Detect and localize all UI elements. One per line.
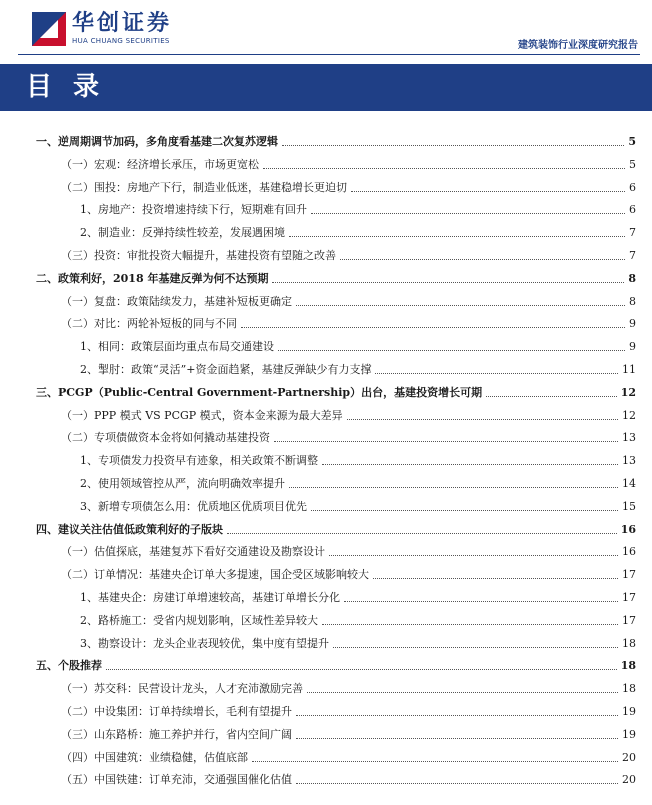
- toc-entry-title: 四、建议关注估值低政策利好的子版块: [36, 522, 223, 536]
- toc-entry-title: 三、PCGP（Public-Central Government-Partnership）出台，基建投资增长可期: [36, 385, 483, 399]
- title-banner: [0, 64, 652, 111]
- toc-entry[interactable]: [80, 496, 636, 514]
- toc-entry[interactable]: [80, 359, 636, 377]
- toc-entry[interactable]: [61, 678, 636, 696]
- toc-page-number: 7: [629, 249, 636, 262]
- toc-page-number: 20: [622, 773, 636, 787]
- toc-entry-title: （四）中国建筑：业绩稳健，估值底部: [61, 750, 248, 764]
- toc-page-number: 15: [622, 499, 636, 513]
- toc-page-number: 14: [622, 477, 636, 490]
- toc-leader-dots: [311, 510, 618, 511]
- toc-entry-title: （五）中国铁建：订单充沛，交通强国催化估值: [61, 773, 292, 787]
- toc-leader-dots: [106, 669, 617, 670]
- toc-leader-dots: [373, 578, 618, 579]
- toc-entry[interactable]: [61, 405, 636, 423]
- toc-page-number: 6: [629, 180, 636, 194]
- toc-page-number: 17: [622, 613, 636, 627]
- toc-leader-dots: [282, 145, 624, 146]
- toc-leader-dots: [340, 259, 625, 260]
- toc-entry[interactable]: [80, 633, 636, 651]
- toc-leader-dots: [351, 191, 625, 192]
- page-title: 目 录: [26, 72, 106, 102]
- toc-page-number: 12: [622, 408, 636, 422]
- toc-page-number: 17: [622, 568, 636, 582]
- toc-entry[interactable]: [61, 747, 636, 765]
- toc-page-number: 9: [629, 317, 636, 331]
- toc-leader-dots: [333, 647, 618, 648]
- toc-entry-title: 1、基建央企：房建订单增速较高，基建订单增长分化: [80, 591, 340, 604]
- toc-leader-dots: [322, 464, 618, 465]
- logo-chinese-name: 华创证券: [72, 11, 173, 36]
- toc-entry[interactable]: [61, 769, 636, 787]
- toc-page-number: 9: [629, 340, 636, 354]
- toc-page-number: 18: [620, 659, 636, 673]
- huachuang-logo-icon: [32, 12, 66, 46]
- page-header: [0, 0, 652, 56]
- toc-page-number: 13: [622, 431, 636, 445]
- toc-leader-dots: [486, 396, 617, 397]
- toc-entry-title: 1、相同：政策层面均重点布局交通建设: [80, 340, 274, 354]
- toc-entry[interactable]: [61, 154, 636, 172]
- toc-entry-title: （二）对比：两轮补短板的同与不同: [61, 317, 237, 331]
- toc-entry[interactable]: [80, 336, 636, 354]
- toc-entry-title: （三）投资：审批投资大幅提升，基建投资有望随之改善: [61, 249, 336, 262]
- toc-leader-dots: [263, 168, 625, 169]
- toc-entry[interactable]: [61, 701, 636, 719]
- report-type-label: 建筑装饰行业深度研究报告: [518, 40, 638, 51]
- toc-leader-dots: [278, 350, 625, 351]
- toc-leader-dots: [347, 419, 618, 420]
- toc-entry-title: （三）山东路桥：施工养护并行，省内空间广阔: [61, 727, 292, 741]
- toc-leader-dots: [227, 533, 617, 534]
- toc-entry-title: （二）订单情况：基建央企订单大多提速，国企受区域影响较大: [61, 568, 369, 582]
- toc-page-number: 11: [622, 363, 636, 376]
- toc-entry-title: 2、掣肘：政策“灵活”+资金面趋紧，基建反弹缺少有力支撑: [80, 363, 372, 376]
- toc-entry[interactable]: [80, 587, 636, 605]
- toc-entry[interactable]: [80, 473, 636, 491]
- toc-entry-title: 一、逆周期调节加码，多角度看基建二次复苏逻辑: [36, 135, 278, 148]
- toc-entry-title: （一）宏观：经济增长承压，市场更宽松: [61, 157, 259, 171]
- toc-entry-title: 1、专项债发力投资早有迹象，相关政策不断调整: [80, 454, 318, 468]
- toc-entry[interactable]: [36, 519, 636, 537]
- toc-entry-title: 2、路桥施工：受省内规划影响，区域性差异较大: [80, 613, 318, 627]
- toc-leader-dots: [307, 692, 618, 693]
- toc-leader-dots: [311, 213, 625, 214]
- toc-page-number: 18: [622, 682, 636, 696]
- toc-entry[interactable]: [61, 177, 636, 195]
- toc-leader-dots: [296, 305, 625, 306]
- toc-leader-dots: [289, 236, 625, 237]
- toc-entry-title: （一）复盘：政策陆续发力，基建补短板更确定: [61, 294, 292, 308]
- toc-leader-dots: [344, 601, 618, 602]
- toc-entry[interactable]: [61, 427, 636, 445]
- toc-page-number: 5: [629, 157, 636, 171]
- toc-page-number: 12: [620, 385, 636, 399]
- toc-entry[interactable]: [61, 313, 636, 331]
- toc-leader-dots: [252, 761, 618, 762]
- toc-page-number: 19: [622, 705, 636, 718]
- toc-page-number: 13: [622, 454, 636, 468]
- toc-leader-dots: [296, 783, 618, 784]
- toc-page-number: 7: [629, 226, 636, 240]
- toc-page-number: 5: [628, 135, 636, 148]
- toc-entry[interactable]: [61, 245, 636, 263]
- toc-page-number: 6: [629, 203, 636, 217]
- toc-entry-title: （一）PPP 模式 VS PCGP 模式，资本金来源为最大差异: [61, 408, 343, 422]
- toc-leader-dots: [375, 373, 618, 374]
- toc-entry[interactable]: [80, 199, 636, 217]
- toc-leader-dots: [322, 624, 618, 625]
- toc-entry[interactable]: [36, 382, 636, 400]
- toc-entry-title: 2、制造业：反弹持续性较差，发展遇困境: [80, 226, 285, 240]
- toc-entry[interactable]: [61, 564, 636, 582]
- toc-entry-title: 1、房地产：投资增速持续下行，短期难有回升: [80, 203, 307, 217]
- toc-entry-title: （一）苏交科：民营设计龙头，人才充沛激励完善: [61, 682, 303, 696]
- toc-entry-title: 2、使用领域管控从严，流向明确效率提升: [80, 477, 285, 490]
- toc-page-number: 8: [628, 271, 636, 285]
- toc-entry-title: （二）围投：房地产下行，制造业低迷，基建稳增长更迫切: [61, 180, 347, 194]
- toc-page-number: 8: [629, 294, 636, 308]
- toc-entry[interactable]: [80, 610, 636, 628]
- toc-entry[interactable]: [36, 655, 636, 673]
- toc-entry[interactable]: [80, 222, 636, 240]
- toc-page-number: 16: [620, 522, 636, 536]
- toc-page-number: 17: [622, 591, 636, 604]
- toc-page-number: 19: [622, 727, 636, 741]
- toc-entry-title: 3、勘察设计：龙头企业表现较优，集中度有望提升: [80, 636, 329, 650]
- header-divider: [18, 54, 640, 55]
- toc-entry-title: （二）中设集团：订单持续增长，毛利有望提升: [61, 705, 292, 718]
- toc-leader-dots: [272, 282, 624, 283]
- toc-entry-title: 五、个股推荐: [36, 659, 102, 673]
- toc-entry-title: 3、新增专项债怎么用：优质地区优质项目优先: [80, 499, 307, 513]
- toc-leader-dots: [289, 487, 618, 488]
- toc-page-number: 16: [622, 545, 636, 559]
- toc-entry[interactable]: [61, 541, 636, 559]
- toc-entry[interactable]: [61, 291, 636, 309]
- toc-entry[interactable]: [61, 724, 636, 742]
- logo-english-name: HUA CHUANG SECURITIES: [72, 37, 170, 45]
- toc-entry[interactable]: [36, 268, 636, 286]
- toc-leader-dots: [241, 327, 625, 328]
- toc-entry-title: （二）专项债做资本金将如何撬动基建投资: [61, 431, 270, 445]
- toc-leader-dots: [296, 738, 618, 739]
- toc-leader-dots: [274, 441, 618, 442]
- toc-entry-title: 二、政策利好，2018 年基建反弹为何不达预期: [36, 271, 269, 285]
- toc-leader-dots: [296, 715, 618, 716]
- toc-page-number: 18: [622, 636, 636, 650]
- toc-leader-dots: [329, 555, 618, 556]
- toc-entry-title: （一）估值探底，基建复苏下看好交通建设及勘察设计: [61, 545, 325, 559]
- toc-entry[interactable]: [36, 131, 636, 149]
- toc-entry[interactable]: [80, 450, 636, 468]
- toc-page-number: 20: [622, 750, 636, 764]
